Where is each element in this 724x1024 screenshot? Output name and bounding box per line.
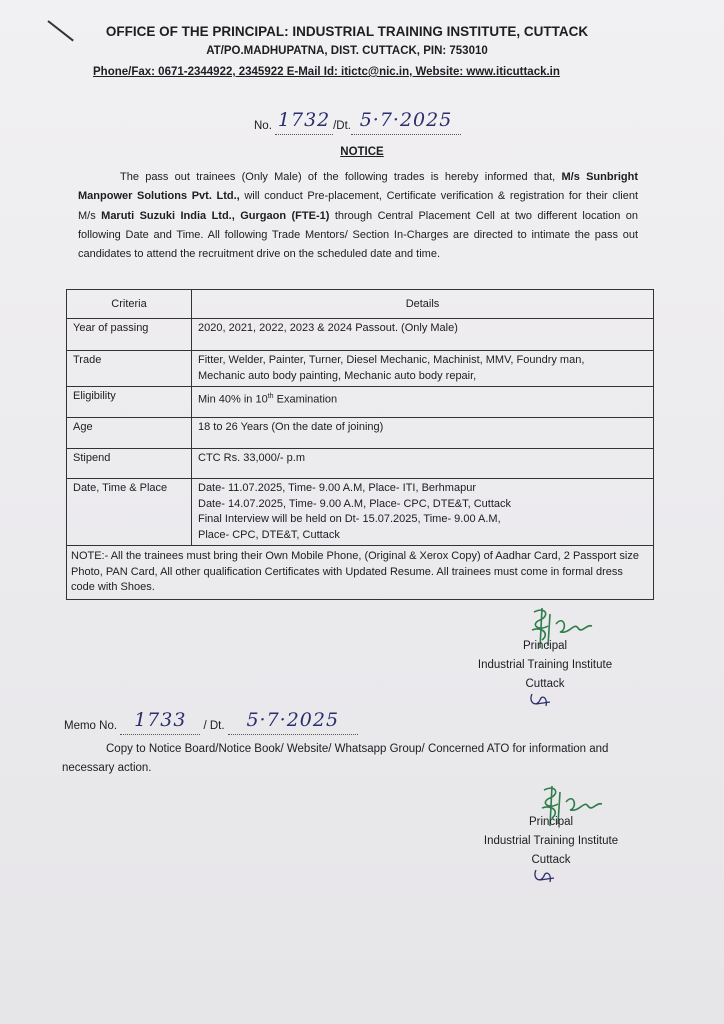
criteria-cell: Year of passing: [67, 319, 192, 351]
notice-paragraph: The pass out trainees (Only Male) of the following trades is hereby informed that, M/s Sunbright Manpower Solutions Pvt. Ltd., will conduct Pre-placement, Certificate verification & registration for their client M/s Maruti Suzuki India Ltd., Gurgaon (FTE-1) through Central Placement Cell at two different location on following Date and Time. All following Trade Mentors/ Section In-Charges are directed to intimate the pass out candidates to attend the recruitment drive on the scheduled date and time.: [78, 171, 639, 261]
client-name: Maruti Suzuki India Ltd., Gurgaon (FTE-1): [101, 209, 330, 222]
notice-title: NOTICE: [340, 146, 384, 158]
details-cell: Min 40% in 10th Examination: [192, 387, 654, 418]
ref-no-value: 1732: [277, 109, 331, 131]
table-header-row: [67, 290, 654, 319]
details-cell: 18 to 26 Years (On the date of joining): [192, 418, 654, 449]
table-row: [67, 479, 654, 546]
criteria-cell: Date, Time & Place: [67, 479, 192, 546]
table-row: [67, 418, 654, 449]
ref-dt-label: /Dt.: [333, 120, 351, 132]
signatory-institute: Industrial Training Institute: [483, 835, 619, 847]
criteria-table: [66, 289, 654, 600]
initials-mark-1: [526, 690, 556, 712]
table-row: [67, 351, 654, 387]
office-heading: OFFICE OF THE PRINCIPAL: INDUSTRIAL TRAINING INSTITUTE, CUTTACK: [105, 24, 589, 39]
table-note: NOTE:- All the trainees must bring their Own Mobile Phone, (Original & Xerox Copy) of Aadhar Card, 2 Passport size Photo, PAN Card, All other qualification Certificates with Updated Resume. All trainees must come in formal dress code with Shoes.: [67, 546, 654, 600]
table-header-details: Details: [192, 290, 654, 319]
office-address: AT/PO.MADHUPATNA, DIST. CUTTACK, PIN: 753010: [206, 45, 488, 57]
memo-date: 5·7·2025: [246, 709, 340, 731]
table-row: [67, 449, 654, 479]
details-cell: Date- 11.07.2025, Time- 9.00 A.M, Place- ITI, Berhmapur Date- 14.07.2025, Time- 9.00 A.M, Place- CPC, DTE&T, Cuttack Final Interview will be held on Dt- 15.07.2025, Time- 9.00 A.M, Place- CPC, DTE&T, Cuttack: [192, 479, 654, 546]
table-header-criteria: Criteria: [67, 290, 192, 319]
signatory-city: Cuttack: [531, 854, 571, 866]
criteria-cell: Eligibility: [67, 387, 192, 418]
table-row: [67, 319, 654, 351]
signature-block-1: [460, 637, 630, 694]
pen-tick-mark: [47, 20, 73, 41]
memo-number: 1733: [134, 709, 187, 731]
signatory-title: Principal: [522, 640, 568, 652]
criteria-cell: Age: [67, 418, 192, 449]
signatory-city: Cuttack: [525, 678, 565, 690]
table-note-row: [67, 546, 654, 600]
ref-dt-value: 5·7·2025: [359, 109, 453, 131]
initials-mark-2: [530, 866, 560, 890]
office-contact: Phone/Fax: 0671-2344922, 2345922 E-Mail Id: itictc@nic.in, Website: www.iticuttack.in: [93, 66, 560, 78]
company-name: M/s Sunbright Manpower Solutions Pvt. Ltd.,: [78, 171, 639, 203]
memo-label: Memo No.: [64, 720, 118, 732]
memo-dt-label: / Dt.: [203, 720, 225, 732]
criteria-cell: Trade: [67, 351, 192, 387]
table-row: [67, 387, 654, 418]
signatory-institute: Industrial Training Institute: [477, 659, 613, 671]
memo-line: [64, 709, 358, 735]
criteria-cell: Stipend: [67, 449, 192, 479]
details-cell: CTC Rs. 33,000/- p.m: [192, 449, 654, 479]
ref-no-label: No.: [254, 120, 272, 132]
details-cell: Fitter, Welder, Painter, Turner, Diesel Mechanic, Machinist, MMV, Foundry man, Mechanic auto body painting, Mechanic auto body repair,: [192, 351, 654, 387]
signature-block-2: [466, 813, 636, 870]
signatory-title: Principal: [528, 816, 574, 828]
details-cell: 2020, 2021, 2022, 2023 & 2024 Passout. (Only Male): [192, 319, 654, 351]
reference-line: [254, 109, 461, 135]
copy-to-text: Copy to Notice Board/Notice Book/ Website/ Whatsapp Group/ Concerned ATO for information and necessary action.: [62, 743, 609, 774]
